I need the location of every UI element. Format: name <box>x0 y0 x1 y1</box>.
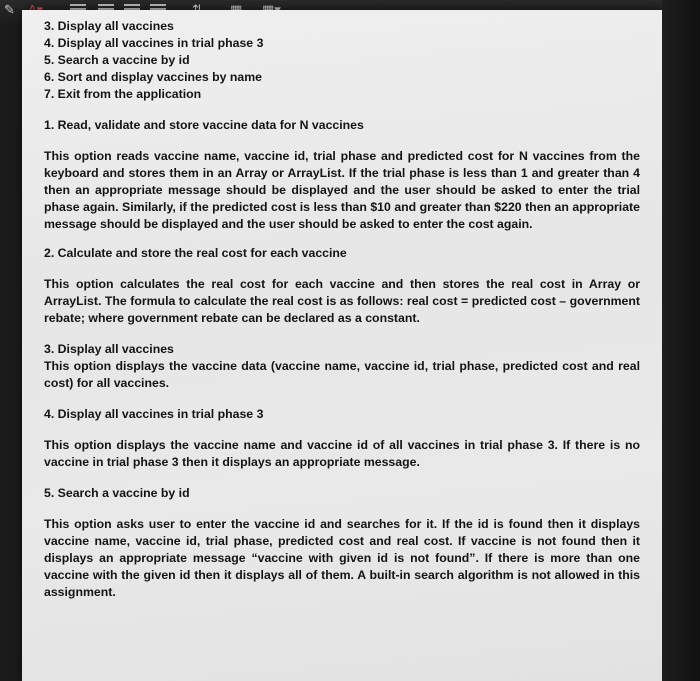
desk-background <box>662 0 700 681</box>
section-body: This option calculates the real cost for each vaccine and then stores the real cost in Array or ArrayList. The formula to calculate the real cost is as follows: real cost = predicted cost – government rebate; where government rebate can be declared as a constant. <box>44 277 640 325</box>
section-title: 4. Display all vaccines in trial phase 3 <box>44 407 264 421</box>
document-page <box>22 10 662 681</box>
menu-item: 7. Exit from the application <box>44 87 202 101</box>
menu-list <box>44 18 640 103</box>
menu-item: 5. Search a vaccine by id <box>44 53 190 67</box>
highlighter-icon[interactable]: ✎ <box>4 2 15 17</box>
section-title: 1. Read, validate and store vaccine data for N vaccines <box>44 118 364 132</box>
section-body: This option displays the vaccine data (vaccine name, vaccine id, trial phase, predicted cost and real cost) for all vaccines. <box>44 359 640 390</box>
menu-item: 4. Display all vaccines in trial phase 3 <box>44 36 264 50</box>
menu-item: 6. Sort and display vaccines by name <box>44 70 263 84</box>
section-body: This option asks user to enter the vaccine id and searches for it. If the id is found then it displays vaccine name, vaccine id, trial phase, predicted cost and real cost. If vaccine is not found then it displays an appropriate message “vaccine with given id is not found”. If there is more than one vaccine with the given id then it displays all of them. A built-in search algorithm is not allowed in this assignment. <box>44 517 640 599</box>
section-body: This option displays the vaccine name and vaccine id of all vaccines in trial phase 3. If there is no vaccine in trial phase 3 then it displays an appropriate message. <box>44 438 640 469</box>
section-title: 2. Calculate and store the real cost for each vaccine <box>44 246 347 260</box>
section-body: This option reads vaccine name, vaccine id, trial phase and predicted cost for N vaccines from the keyboard and stores them in an Array or ArrayList. If the trial phase is less than 1 and greater than 4 then an appropriate message should be displayed and the user should be asked to enter the trial phase again. Similarly, if the predicted cost is less than $10 and greater than $220 then an appropriate message should be displayed and the user should be asked to enter the cost again. <box>44 149 640 231</box>
section-title: 3. Display all vaccines <box>44 342 174 356</box>
menu-item: 3. Display all vaccines <box>44 19 174 33</box>
section-title: 5. Search a vaccine by id <box>44 486 190 500</box>
document-content <box>44 18 640 601</box>
